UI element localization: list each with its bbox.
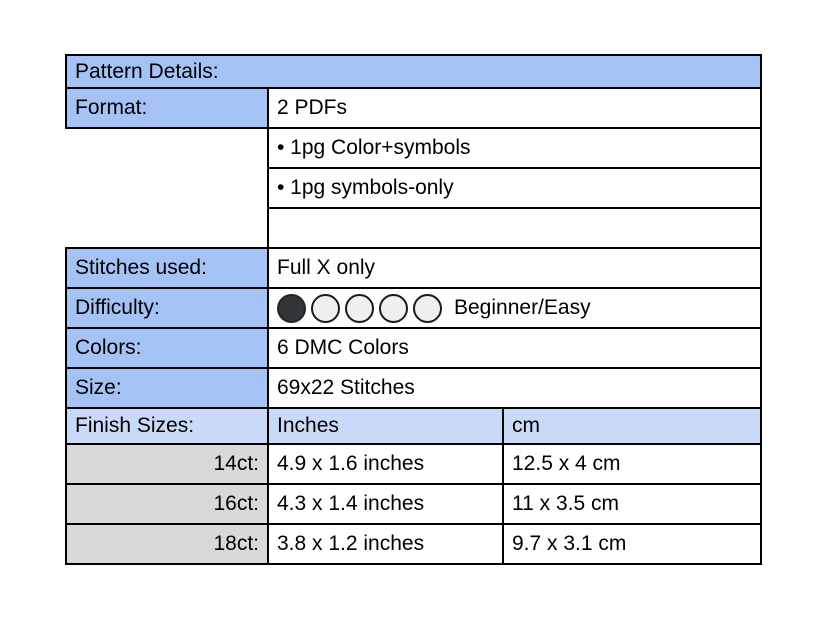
table-row (66, 248, 761, 288)
difficulty-value-cell (268, 288, 761, 328)
table-row (66, 88, 761, 128)
size-value: 69x22 Stitches (268, 368, 761, 408)
colors-value: 6 DMC Colors (268, 328, 761, 368)
pattern-details-table (65, 54, 762, 565)
finish-size-cm-value: 9.7 x 3.1 cm (503, 524, 761, 564)
difficulty-rating (277, 294, 752, 323)
difficulty-dots (277, 294, 442, 323)
format-label: Format: (66, 88, 268, 128)
difficulty-dot (379, 294, 408, 323)
format-notes-spacer-cell (66, 128, 268, 248)
format-note-empty (268, 208, 761, 248)
finish-size-count-label: 18ct: (66, 524, 268, 564)
difficulty-dot (277, 294, 306, 323)
finish-size-inches-value: 4.3 x 1.4 inches (268, 484, 503, 524)
pattern-details-title: Pattern Details: (66, 55, 761, 88)
difficulty-dot (311, 294, 340, 323)
table-row (66, 444, 761, 484)
finish-size-count-label: 16ct: (66, 484, 268, 524)
size-label: Size: (66, 368, 268, 408)
finish-size-inches-value: 3.8 x 1.2 inches (268, 524, 503, 564)
finish-sizes-column-cm: cm (503, 408, 761, 444)
stitches-used-value: Full X only (268, 248, 761, 288)
table-row (66, 55, 761, 88)
difficulty-text: Beginner/Easy (454, 296, 591, 319)
difficulty-label: Difficulty: (66, 288, 268, 328)
finish-size-cm-value: 12.5 x 4 cm (503, 444, 761, 484)
finish-size-inches-value: 4.9 x 1.6 inches (268, 444, 503, 484)
difficulty-dot (345, 294, 374, 323)
stitches-used-label: Stitches used: (66, 248, 268, 288)
table-row (66, 408, 761, 444)
finish-size-cm-value: 11 x 3.5 cm (503, 484, 761, 524)
format-note: • 1pg Color+symbols (268, 128, 761, 168)
difficulty-dot (413, 294, 442, 323)
finish-sizes-column-inches: Inches (268, 408, 503, 444)
table-row (66, 328, 761, 368)
finish-sizes-label: Finish Sizes: (66, 408, 268, 444)
table-row (66, 368, 761, 408)
finish-size-count-label: 14ct: (66, 444, 268, 484)
colors-label: Colors: (66, 328, 268, 368)
table-row (66, 288, 761, 328)
format-value: 2 PDFs (268, 88, 761, 128)
table-row (66, 484, 761, 524)
table-row (66, 524, 761, 564)
format-note: • 1pg symbols-only (268, 168, 761, 208)
table-row (66, 128, 761, 168)
